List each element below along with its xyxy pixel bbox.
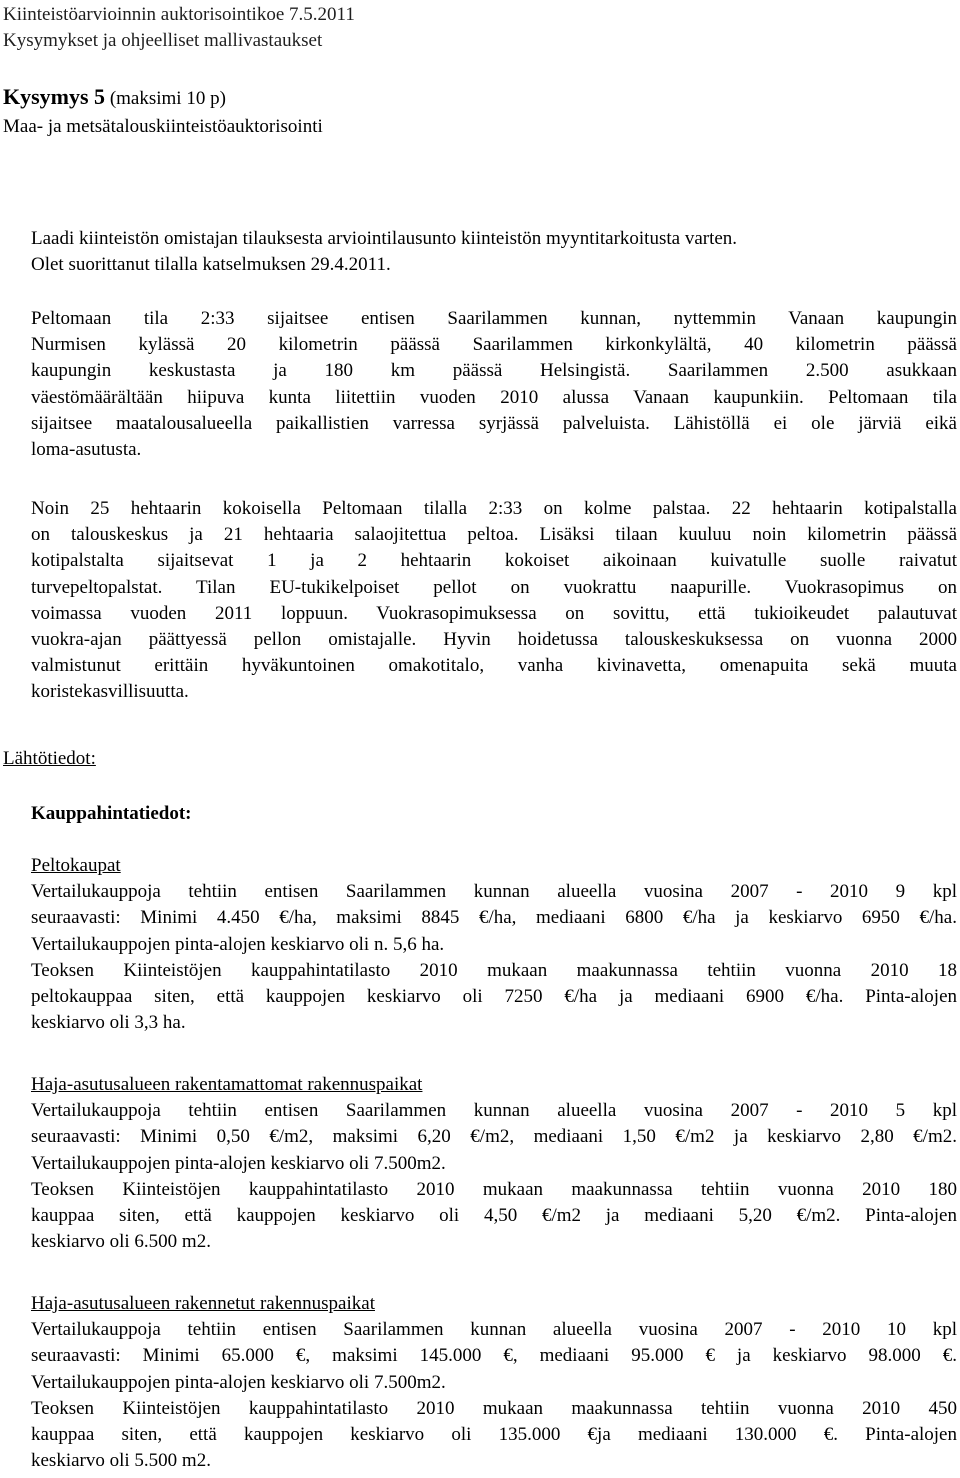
- section-line: seuraavasti: Minimi 65.000 €, maksimi 145.000 €, mediaani 95.000 € ja keskiarvo 98.000 €.: [31, 1345, 957, 1367]
- section-line: Teoksen Kiinteistöjen kauppahintatilasto 2010 mukaan maakunnassa tehtiin vuonna 2010 18: [31, 959, 957, 981]
- intro-paragraph: [31, 226, 957, 278]
- question-subject: Maa- ja metsätalouskiinteistöauktorisointi: [3, 116, 323, 137]
- intro-line: Olet suorittanut tilalla katselmuksen 29.4.2011.: [31, 254, 391, 276]
- section-heading: Peltokaupat: [31, 855, 121, 876]
- paragraph-line: Peltomaan tila 2:33 sijaitsee entisen Saarilammen kunnan, nyttemmin Vanaan kaupungin: [31, 308, 957, 329]
- section-line: Vertailukauppoja tehtiin entisen Saarilammen kunnan alueella vuosina 2007 - 2010 9 kpl: [31, 881, 957, 903]
- question-number: Kysymys 5: [3, 84, 106, 109]
- intro-line: Laadi kiinteistön omistajan tilauksesta arviointilausunto kiinteistön myyntitarkoitusta varten.: [31, 228, 738, 249]
- paragraph-line: kotipalstalta sijaitsevat 1 ja 2 hehtaarin kokoiset aikoinaan kuivatulle suolle raivatut: [31, 550, 957, 572]
- section-line: kauppaa siten, että kauppojen keskiarvo oli 4,50 €/m2 ja mediaani 5,20 €/m2. Pinta-alojen: [31, 1205, 957, 1227]
- paragraph-line: kaupungin keskustasta ja 180 km päässä Helsingistä. Saarilammen 2.500 asukkaan: [31, 360, 957, 382]
- section-line: keskiarvo oli 3,3 ha.: [31, 1012, 186, 1034]
- paragraph-line: sijaitsee maatalousalueella paikallistien varressa syrjässä palveluista. Lähistöllä ei ole järviä eikä: [31, 412, 957, 434]
- lahtotiedot-heading: Lähtötiedot:: [3, 748, 96, 769]
- question-points: (maksimi 10 p): [105, 88, 226, 109]
- paragraph-line: koristekasvillisuutta.: [31, 681, 189, 703]
- section-line: Vertailukauppojen pinta-alojen keskiarvo oli 7.500m2.: [31, 1152, 446, 1174]
- section-line: keskiarvo oli 6.500 m2.: [31, 1231, 211, 1253]
- section-heading: Haja-asutusalueen rakentamattomat rakennuspaikat: [31, 1074, 423, 1095]
- header-line-1: Kiinteistöarvioinnin auktorisointikoe 7.5.2011: [3, 4, 355, 25]
- section-line: seuraavasti: Minimi 0,50 €/m2, maksimi 6,20 €/m2, mediaani 1,50 €/m2 ja keskiarvo 2,80 €/m2.: [31, 1126, 957, 1148]
- question-title: [3, 84, 226, 112]
- kauppahintatiedot-heading: Kauppahintatiedot:: [31, 803, 192, 824]
- paragraph-line: loma-asutusta.: [31, 439, 142, 461]
- section-line: Vertailukauppoja tehtiin entisen Saarilammen kunnan alueella vuosina 2007 - 2010 5 kpl: [31, 1100, 957, 1122]
- section-line: peltokauppaa siten, että kauppojen keskiarvo oli 7250 €/ha ja mediaani 6900 €/ha. Pinta-alojen: [31, 986, 957, 1008]
- paragraph-line: vuokra-ajan päättyessä pellon omistajalle. Hyvin hoidetussa talouskeskuksessa on vuonna 2000: [31, 629, 957, 651]
- section-line: Vertailukauppoja tehtiin entisen Saarilammen kunnan alueella vuosina 2007 - 2010 10 kpl: [31, 1319, 957, 1341]
- section-line: keskiarvo oli 5.500 m2.: [31, 1450, 211, 1472]
- section-line: kauppaa siten, että kauppojen keskiarvo oli 135.000 €ja mediaani 130.000 €. Pinta-alojen: [31, 1424, 957, 1446]
- section-line: Teoksen Kiinteistöjen kauppahintatilasto 2010 mukaan maakunnassa tehtiin vuonna 2010 180: [31, 1178, 957, 1200]
- location-paragraph: [31, 306, 957, 463]
- section-line: Vertailukauppojen pinta-alojen keskiarvo oli n. 5,6 ha.: [31, 933, 445, 955]
- section-heading: Haja-asutusalueen rakennetut rakennuspaikat: [31, 1293, 375, 1314]
- section-line: Vertailukauppojen pinta-alojen keskiarvo oli 7.500m2.: [31, 1371, 446, 1393]
- rakentamattomat-section: [31, 1072, 957, 1255]
- header-line-2: Kysymykset ja ohjeelliset mallivastaukset: [3, 30, 323, 51]
- paragraph-line: väestömäärältään hiipuva kunta liitettiin vuoden 2010 alussa Vanaan kaupunkiin. Peltomaan tila: [31, 386, 957, 408]
- property-paragraph: [31, 496, 957, 706]
- paragraph-line: on talouskeskus ja 21 hehtaaria salaojitettua peltoa. Lisäksi tilaan kuuluu noin kilometrin päässä: [31, 524, 957, 546]
- paragraph-line: Noin 25 hehtaarin kokoisella Peltomaan tilalla 2:33 on kolme palstaa. 22 hehtaarin kotipalstalla: [31, 498, 957, 519]
- paragraph-line: voimassa vuoden 2011 loppuun. Vuokrasopimuksessa on sovittu, että tukioikeudet palautuvat: [31, 602, 957, 624]
- paragraph-line: valmistunut erittäin hyväkuntoinen omakotitalo, vanha kivinavetta, omenapuita sekä muuta: [31, 655, 957, 677]
- paragraph-line: turvepeltopalstat. Tilan EU-tukikelpoiset pellot on vuokrattu naapurille. Vuokrasopimus on: [31, 576, 957, 598]
- peltokaupat-section: [31, 853, 957, 1036]
- paragraph-line: Nurmisen kylässä 20 kilometrin päässä Saarilammen kirkonkylältä, 40 kilometrin päässä: [31, 334, 957, 356]
- section-line: seuraavasti: Minimi 4.450 €/ha, maksimi 8845 €/ha, mediaani 6800 €/ha ja keskiarvo 6950 €/ha.: [31, 907, 957, 929]
- section-line: Teoksen Kiinteistöjen kauppahintatilasto 2010 mukaan maakunnassa tehtiin vuonna 2010 450: [31, 1397, 957, 1419]
- rakennetut-section: [31, 1291, 957, 1474]
